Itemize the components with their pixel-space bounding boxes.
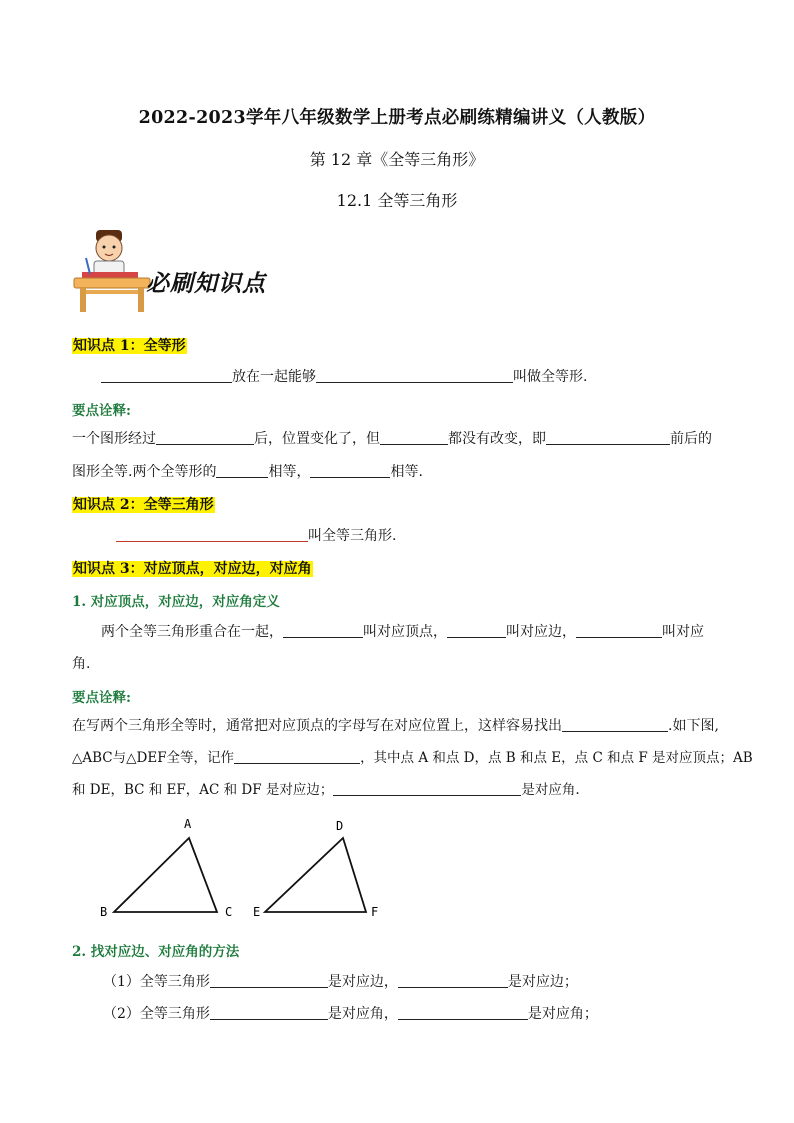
blank[interactable] bbox=[156, 430, 254, 445]
blank[interactable] bbox=[234, 749, 360, 764]
document-title: 2022-2023学年八年级数学上册考点必刷练精编讲义（人教版） bbox=[138, 108, 656, 128]
vertex-label-a: A bbox=[184, 817, 192, 831]
vertex-label-e: E bbox=[253, 905, 261, 919]
kp1-note-line2: 图形全等.两个全等形的 相等， 相等. bbox=[72, 464, 423, 480]
blank[interactable] bbox=[116, 527, 308, 542]
blank[interactable] bbox=[310, 463, 390, 478]
blank[interactable] bbox=[562, 717, 668, 732]
chapter-title: 第 12 章《全等三角形》 bbox=[309, 150, 485, 169]
vertex-label-f: F bbox=[371, 905, 379, 919]
kp2-definition: 叫全等三角形. bbox=[116, 526, 396, 546]
kp1-definition: 放在一起能够 叫做全等形. bbox=[101, 367, 587, 387]
blank[interactable] bbox=[447, 623, 506, 638]
blank[interactable] bbox=[210, 1005, 328, 1020]
kp1-heading: 知识点 1：全等形 bbox=[73, 338, 186, 354]
kp2-heading: 知识点 2：全等三角形 bbox=[73, 497, 214, 513]
kp3-note-line3: 和 DE，BC 和 EF，AC 和 DF 是对应边； 是对应角. bbox=[72, 782, 580, 798]
banner-heading: 必刷知识点 bbox=[146, 271, 266, 297]
section-title: 12.1 全等三角形 bbox=[336, 191, 458, 210]
blank[interactable] bbox=[101, 368, 232, 383]
blank[interactable] bbox=[546, 430, 670, 445]
blank[interactable] bbox=[283, 623, 363, 638]
vertex-label-c: C bbox=[225, 905, 233, 919]
student-desk-illustration bbox=[72, 228, 152, 314]
blank[interactable] bbox=[333, 781, 521, 796]
blank[interactable] bbox=[210, 973, 328, 988]
vertex-label-d: D bbox=[336, 819, 344, 833]
kp1-note-line1: 一个图形经过 后，位置变化了，但 都没有改变，即 前后的 bbox=[72, 431, 712, 447]
vertex-label-b: B bbox=[100, 905, 108, 919]
kp3-note-line2: △ABC与△DEF全等，记作 ，其中点 A 和点 D，点 B 和点 E，点 C 和点 F 是对应顶点；AB bbox=[72, 750, 753, 766]
kp3-subheading-2: 2. 找对应边、对应角的方法 bbox=[72, 944, 240, 960]
kp3-definition-line2: 角. bbox=[72, 656, 91, 672]
kp3-heading: 知识点 3：对应顶点，对应边，对应角 bbox=[73, 561, 312, 577]
triangle-def bbox=[265, 838, 366, 912]
blank[interactable] bbox=[380, 430, 448, 445]
kp3-subheading-1: 1. 对应顶点，对应边，对应角定义 bbox=[72, 594, 280, 610]
kp1-note-label: 要点诠释: bbox=[72, 403, 131, 419]
congruent-triangles-figure bbox=[95, 812, 395, 924]
blank[interactable] bbox=[398, 973, 508, 988]
blank[interactable] bbox=[216, 463, 268, 478]
kp3-note-label: 要点诠释: bbox=[72, 690, 131, 706]
kp3-method-2: （2）全等三角形 是对应角， 是对应角； bbox=[103, 1006, 598, 1022]
kp3-definition-line1: 两个全等三角形重合在一起， 叫对应顶点， 叫对应边， 叫对应 bbox=[101, 624, 704, 640]
kp3-note-line1: 在写两个三角形全等时，通常把对应顶点的字母写在对应位置上，这样容易找出 .如下图, bbox=[72, 718, 719, 734]
kp3-method-1: （1）全等三角形 是对应边， 是对应边； bbox=[103, 974, 578, 990]
blank[interactable] bbox=[316, 368, 513, 383]
blank[interactable] bbox=[576, 623, 662, 638]
blank[interactable] bbox=[398, 1005, 528, 1020]
triangle-abc bbox=[114, 838, 217, 912]
